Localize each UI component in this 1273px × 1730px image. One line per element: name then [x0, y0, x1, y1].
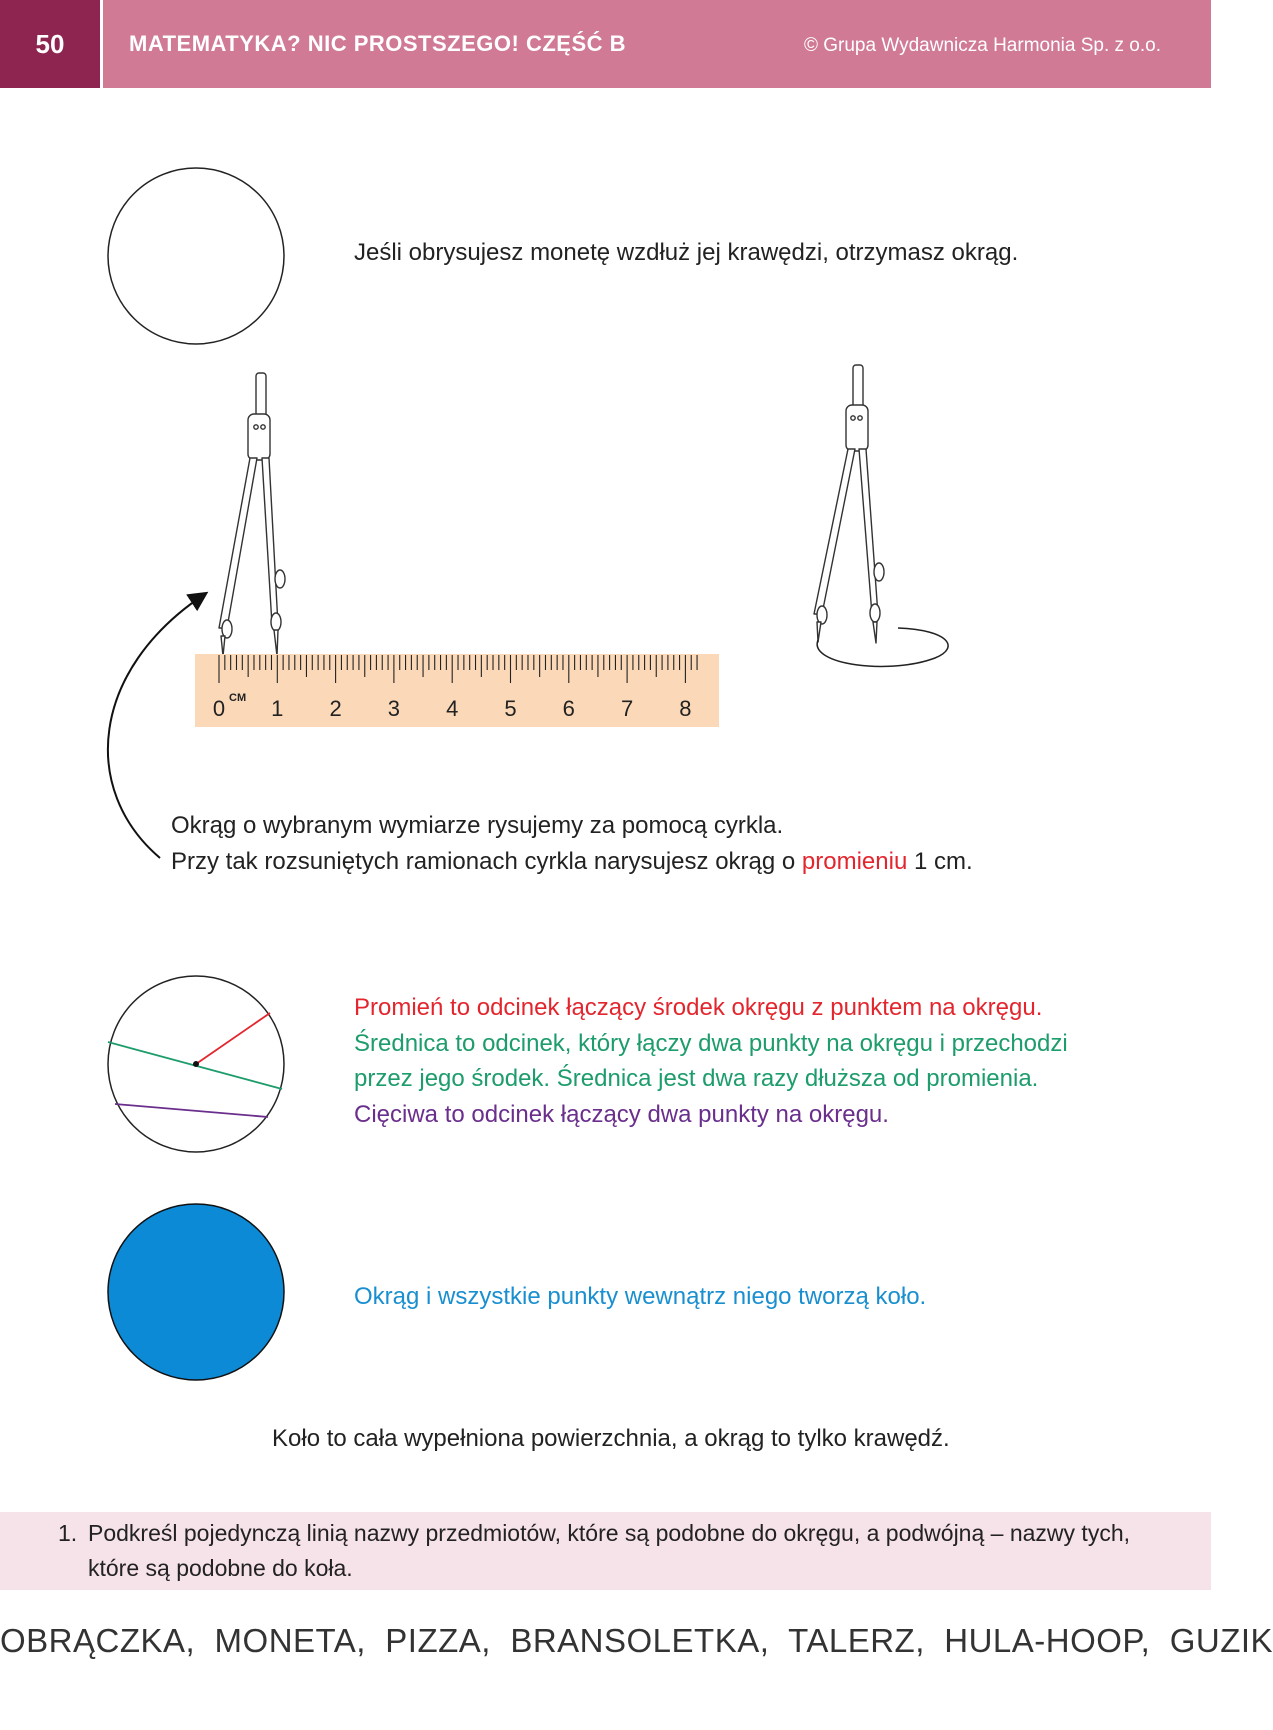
ruler-number: 5	[504, 696, 517, 721]
page-number: 50	[0, 0, 100, 88]
word-item: HULA-HOOP,	[944, 1622, 1151, 1659]
compass-text-line2-end: 1 cm.	[907, 848, 973, 875]
diameter-definition-line1: Średnica to odcinek, który łączy dwa punkty na okręgu i przechodzi	[354, 1030, 1068, 1057]
compass-drawing-icon	[814, 365, 884, 643]
center-point	[193, 1061, 199, 1067]
compass-text-line2	[171, 844, 973, 880]
word-item: OBRĄCZKA,	[0, 1622, 196, 1659]
word-item: MONETA,	[214, 1622, 366, 1659]
disc-definition: Okrąg i wszystkie punkty wewnątrz niego tworzą koło.	[354, 1283, 927, 1310]
compass-text-line1: Okrąg o wybranym wymiarze rysujemy za pomocą cyrkla.	[171, 812, 784, 839]
radius-definition: Promień to odcinek łączący środek okręgu z punktem na okręgu.	[354, 994, 1043, 1021]
copyright-notice: © Grupa Wydawnicza Harmonia Sp. z o.o.	[803, 35, 1161, 56]
ruler-number: 0	[212, 696, 226, 721]
chord-definition: Cięciwa to odcinek łączący dwa punkty na okręgu.	[354, 1101, 889, 1128]
filled-disc	[108, 1204, 284, 1380]
ruler-number: 8	[679, 696, 692, 721]
diameter-definition-line2: przez jego środek. Średnica jest dwa razy dłuższa od promienia.	[354, 1065, 1039, 1092]
exercise-number: 1.	[58, 1520, 78, 1546]
ruler-number: 1	[271, 696, 284, 721]
word-item: PIZZA,	[385, 1622, 491, 1659]
word-item: TALERZ,	[788, 1622, 925, 1659]
word-item: BRANSOLETKA,	[510, 1622, 770, 1659]
ruler-number: 6	[562, 696, 575, 721]
word-list	[0, 1622, 1273, 1660]
summary-text: Koło to cała wypełniona powierzchnia, a okrąg to tylko krawędź.	[272, 1425, 950, 1452]
word-item: GUZIK	[1169, 1622, 1273, 1659]
ruler-number: 4	[446, 696, 459, 721]
exercise-instruction: Podkreśl pojedynczą linią nazwy przedmiotów, które są podobne do okręgu, a podwójną – nazwy tych, które są podobne do koła.	[88, 1520, 1130, 1581]
circle-outline	[108, 168, 284, 344]
ruler-number: 7	[620, 696, 634, 721]
book-title: MATEMATYKA? NIC PROSTSZEGO! CZĘŚĆ B	[129, 31, 627, 56]
drawn-arc	[817, 628, 948, 666]
compass-text-line2-start: Przy tak rozsuniętych ramionach cyrkla narysujesz okrąg o	[171, 848, 802, 875]
coin-text: Jeśli obrysujesz monetę wzdłuż jej krawędzi, otrzymasz okrąg.	[354, 239, 1019, 266]
ruler-number: 3	[387, 696, 401, 721]
ruler-number: 2	[329, 696, 342, 721]
compass-icon	[219, 373, 285, 656]
ruler-unit-label: CM	[229, 692, 247, 704]
radius-term: promieniu	[801, 848, 908, 875]
